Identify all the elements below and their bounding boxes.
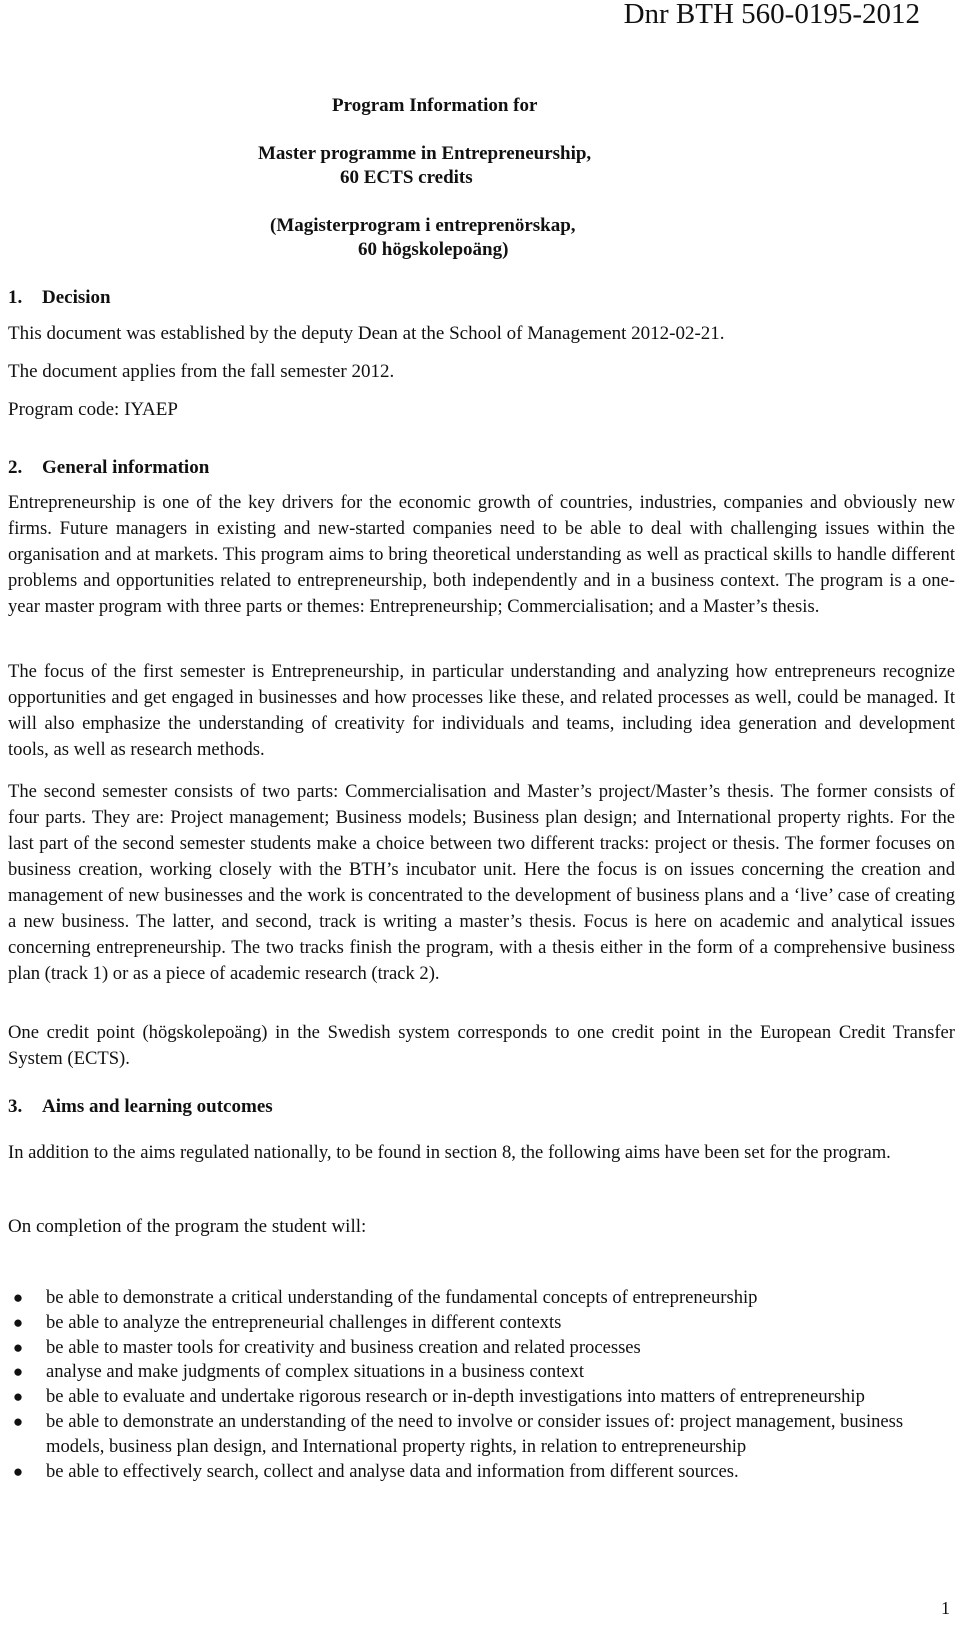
section-3-title: Aims and learning outcomes	[42, 1096, 273, 1117]
page-number: 1	[941, 1598, 950, 1618]
section-1-number: 1.	[8, 287, 23, 308]
learning-outcomes-list	[8, 1286, 955, 1484]
section-3-heading	[8, 1095, 273, 1119]
list-item-text: be able to demonstrate a critical understanding of the fundamental concepts of entrepreneurship	[46, 1287, 758, 1308]
bullet-icon: ●	[12, 1337, 24, 1357]
title-line-4: (Magisterprogram i entreprenörskap,	[270, 215, 576, 236]
list-item-text: be able to analyze the entrepreneurial challenges in different contexts	[46, 1311, 562, 1333]
title-line-1: Program Information for	[332, 95, 538, 116]
general-info-paragraph-1: Entrepreneurship is one of the key drivers for the economic growth of countries, industries, companies and obviously new firms. Future managers in existing and new-started companies need to be able to deal with challenging issues within the organisation and at markets. This program aims to bring theoretical understanding as well as practical skills to handle different problems and opportunities related to entrepreneurship, both independently and in a business context. The program is a one-year master program with three parts or themes: Entrepreneurship; Commercialisation; and a Master’s thesis.	[8, 492, 955, 617]
document-reference-number: Dnr BTH 560-0195-2012	[623, 0, 920, 30]
decision-line-1: This document was established by the deputy Dean at the School of Management 2012-02-21.	[8, 323, 725, 344]
list-item	[8, 1336, 955, 1361]
list-item	[8, 1385, 955, 1410]
aims-intro-paragraph: In addition to the aims regulated nationally, to be found in section 8, the following aims have been set for the program.	[8, 1142, 891, 1163]
section-2-title: General information	[42, 457, 210, 478]
title-line-2: Master programme in Entrepreneurship,	[258, 143, 592, 164]
section-3-number: 3.	[8, 1096, 23, 1117]
list-item-text: be able to evaluate and undertake rigorous research or in-depth investigations into matters of entrepreneurship	[46, 1386, 865, 1408]
section-1-title: Decision	[42, 287, 111, 308]
bullet-icon: ●	[12, 1461, 24, 1481]
bullet-icon: ●	[12, 1387, 24, 1407]
aims-lead-line: On completion of the program the student will:	[8, 1216, 367, 1237]
bullet-icon: ●	[12, 1411, 24, 1431]
decision-line-2: The document applies from the fall semester 2012.	[8, 361, 395, 382]
bullet-icon: ●	[12, 1362, 24, 1382]
general-info-paragraph-2: The focus of the first semester is Entrepreneurship, in particular understanding and analyzing how entrepreneurs recognize opportunities and get engaged in businesses and how processes like these, and related processes as well, could be managed. It will also emphasize the understanding of creativity for individuals and teams, including idea generation and development tools, as well as research methods.	[8, 661, 955, 760]
list-item	[8, 1410, 955, 1460]
decision-line-3: Program code: IYAEP	[8, 399, 178, 420]
bullet-icon: ●	[12, 1312, 24, 1332]
list-item	[8, 1286, 955, 1311]
list-item-text: be able to effectively search, collect and analyse data and information from different sources.	[46, 1460, 739, 1482]
list-item	[8, 1311, 955, 1336]
general-info-paragraph-3: The second semester consists of two parts: Commercialisation and Master’s project/Master’s thesis. The former consists of four parts. They are: Project management; Business models; Business plan design; and International property rights. For the last part of the second semester students make a choice between two different tracks: project or thesis. The former focuses on business creation, working closely with the BTH’s incubator unit. Here the focus is on issues concerning the creation and management of new businesses and the work is concentrated to the development of business plans and a ‘live’ case of creating a new business. The latter, and second, track is writing a master’s thesis. Focus is here on academic and analytical issues concerning entrepreneurship. The two tracks finish the program, with a thesis either in the form of a comprehensive business plan (track 1) or as a piece of academic research (track 2).	[8, 781, 955, 984]
list-item-text: analyse and make judgments of complex situations in a business context	[46, 1361, 585, 1383]
bullet-icon: ●	[12, 1288, 24, 1307]
general-info-paragraph-4: One credit point (högskolepoäng) in the Swedish system corresponds to one credit point in the European Credit Transfer System (ECTS).	[8, 1022, 955, 1069]
list-item-text: be able to demonstrate an understanding of the need to involve or consider issues of: project management, business models, business plan design, and International property rights, in relation to entrepreneurship	[46, 1410, 904, 1457]
title-line-5: 60 högskolepoäng)	[358, 239, 509, 260]
title-line-3: 60 ECTS credits	[340, 167, 473, 188]
list-item-text: be able to master tools for creativity and business creation and related processes	[46, 1336, 641, 1358]
section-2-heading	[8, 456, 209, 480]
list-item	[8, 1360, 955, 1385]
list-item	[8, 1460, 955, 1485]
section-2-number: 2.	[8, 457, 23, 478]
section-1-heading	[8, 286, 111, 310]
